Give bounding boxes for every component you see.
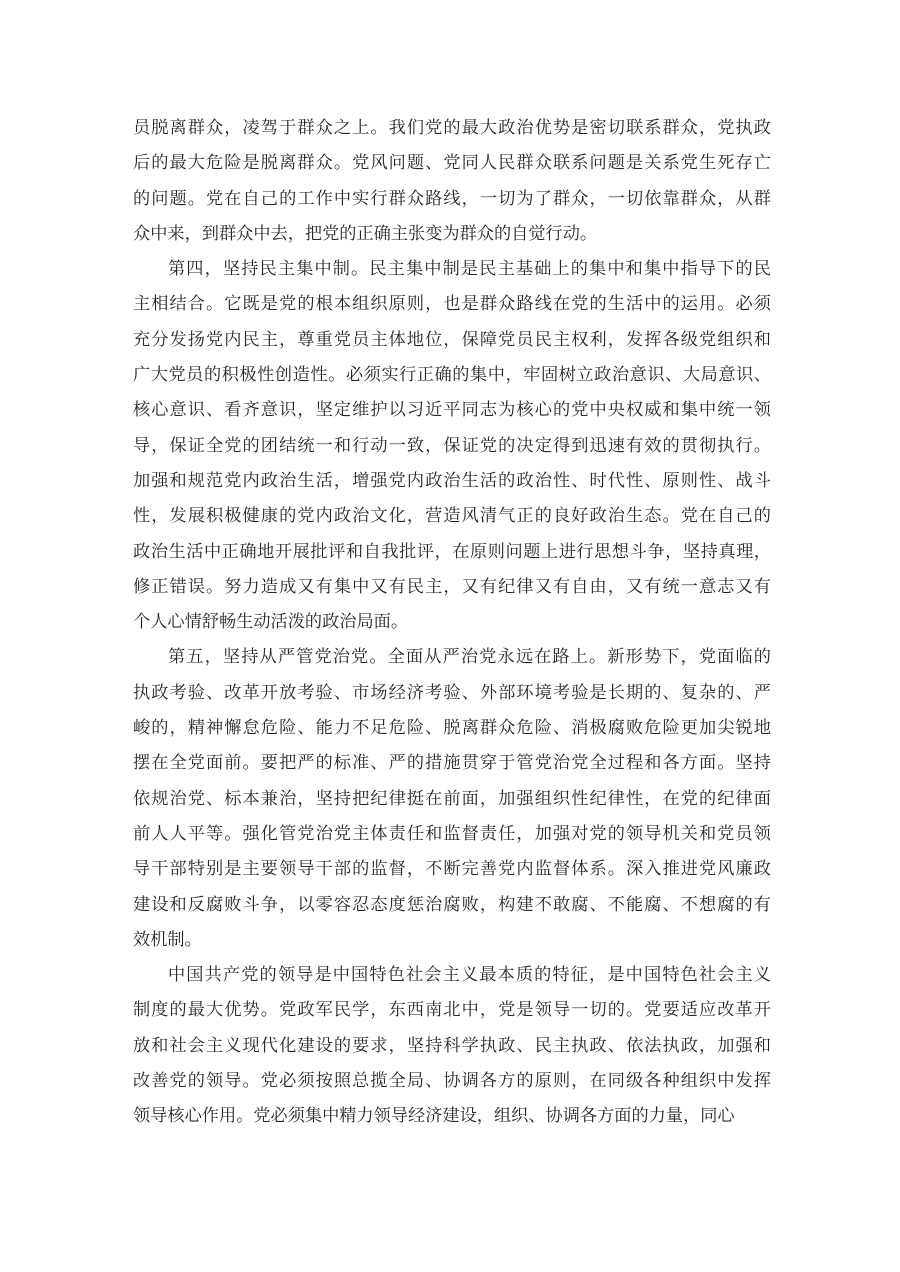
text-line: 前人人平等。强化管党治党主体责任和监督责任，加强对党的领导机关和党员领 [133, 823, 771, 843]
text-line: 核心意识、看齐意识，坚定维护以习近平同志为核心的党中央权威和集中统一领 [133, 400, 771, 420]
paragraph [133, 251, 771, 639]
text-line: 修正错误。努力造成又有集中又有民主，又有纪律又有自由，又有统一意志又有 [133, 576, 771, 596]
text-line: 导，保证全党的团结统一和行动一致，保证党的决定得到迅速有效的贯彻执行。 [133, 435, 771, 455]
text-line: 个人心情舒畅生动活泼的政治局面。 [133, 612, 409, 632]
text-line: 政治生活中正确地开展批评和自我批评，在原则问题上进行思想斗争，坚持真理， [133, 541, 771, 561]
text-line: 的问题。党在自己的工作中实行群众路线，一切为了群众，一切依靠群众，从群 [133, 188, 771, 208]
text-line: 性，发展积极健康的党内政治文化，营造风清气正的良好政治生态。党在自己的 [133, 506, 771, 526]
paragraph [133, 110, 771, 251]
text-line: 制度的最大优势。党政军民学，东西南北中，党是领导一切的。党要适应改革开 [133, 1000, 771, 1020]
text-line: 中国共产党的领导是中国特色社会主义最本质的特征，是中国特色社会主义 [168, 965, 771, 985]
text-line: 放和社会主义现代化建设的要求，坚持科学执政、民主执政、依法执政，加强和 [133, 1035, 771, 1055]
text-line: 领导核心作用。党必须集中精力领导经济建设，组织、协调各方面的力量，同心 [133, 1106, 735, 1126]
text-line: 建设和反腐败斗争，以零容忍态度惩治腐败，构建不敢腐、不能腐、不想腐的有 [133, 894, 771, 914]
text-line: 主相结合。它既是党的根本组织原则，也是群众路线在党的生活中的运用。必须 [133, 294, 771, 314]
text-line: 加强和规范党内政治生活，增强党内政治生活的政治性、时代性、原则性、战斗 [133, 470, 771, 490]
text-line: 依规治党、标本兼治，坚持把纪律挺在前面，加强组织性纪律性，在党的纪律面 [133, 788, 771, 808]
text-line: 第五，坚持从严管党治党。全面从严治党永远在路上。新形势下，党面临的 [168, 647, 771, 667]
text-line: 第四，坚持民主集中制。民主集中制是民主基础上的集中和集中指导下的民 [168, 259, 771, 279]
text-line: 效机制。 [133, 929, 202, 949]
text-line: 摆在全党面前。要把严的标准、严的措施贯穿于管党治党全过程和各方面。坚持 [133, 753, 771, 773]
paragraph [133, 639, 771, 957]
text-line: 员脱离群众，凌驾于群众之上。我们党的最大政治优势是密切联系群众，党执政 [133, 118, 771, 137]
paragraph [133, 957, 771, 1133]
text-line: 峻的，精神懈怠危险、能力不足危险、脱离群众危险、消极腐败危险更加尖锐地 [133, 718, 771, 738]
text-line: 改善党的领导。党必须按照总揽全局、协调各方的原则，在同级各种组织中发挥 [133, 1071, 771, 1091]
document-text-block [133, 110, 771, 1134]
text-line: 充分发扬党内民主，尊重党员主体地位，保障党员民主权利，发挥各级党组织和 [133, 329, 771, 349]
text-line: 导干部特别是主要领导干部的监督，不断完善党内监督体系。深入推进党风廉政 [133, 859, 771, 879]
text-line: 广大党员的积极性创造性。必须实行正确的集中，牢固树立政治意识、大局意识、 [133, 365, 771, 385]
text-line: 执政考验、改革开放考验、市场经济考验、外部环境考验是长期的、复杂的、严 [133, 682, 771, 702]
text-line: 后的最大危险是脱离群众。党风问题、党同人民群众联系问题是关系党生死存亡 [133, 153, 771, 173]
text-line: 众中来，到群众中去，把党的正确主张变为群众的自觉行动。 [133, 223, 598, 243]
